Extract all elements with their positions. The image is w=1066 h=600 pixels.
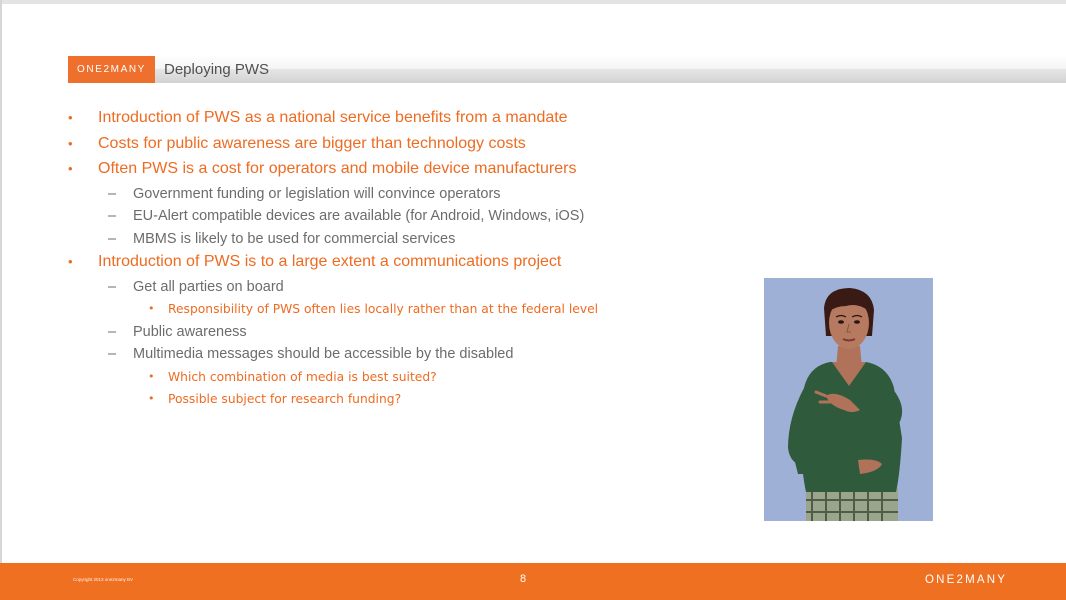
- sub-bullet-item: [68, 344, 758, 367]
- page-number: 8: [520, 573, 527, 585]
- slide-title: Deploying PWS: [164, 61, 270, 78]
- dash-marker: –: [108, 185, 117, 202]
- footer-logo: ONE2MANY: [925, 574, 1008, 586]
- sub-bullet-item: [68, 184, 758, 207]
- dash-marker: –: [108, 208, 117, 224]
- bullet-marker: •: [148, 302, 155, 315]
- copyright-text: Copyright 2013 one2many BV: [73, 577, 134, 582]
- bullet-marker: •: [68, 135, 73, 151]
- bullet-text: Introduction of PWS as a national service benefits from a mandate: [98, 109, 568, 126]
- sub-bullet-text: Government funding or legislation will convince operators: [133, 185, 501, 202]
- sub-bullet-text: MBMS is likely to be used for commercial services: [133, 230, 456, 247]
- avatar-skirt: [806, 488, 898, 521]
- bullet-marker: •: [148, 392, 155, 405]
- sub-bullet-item: [68, 206, 758, 229]
- sub-bullet-text: Get all parties on board: [133, 278, 284, 295]
- sub-sub-bullet-text: Responsibility of PWS often lies locally rather than at the federal level: [168, 302, 599, 316]
- sign-language-avatar-image: [764, 278, 933, 521]
- bullet-marker: •: [68, 161, 73, 176]
- bullet-text: Introduction of PWS is to a large extent a communications project: [98, 253, 562, 270]
- footer-bar: [0, 563, 1066, 600]
- sub-bullet-text: Multimedia messages should be accessible by the disabled: [133, 346, 514, 362]
- sub-sub-bullet-text: Which combination of media is best suited?: [168, 369, 437, 384]
- bullet-item: [68, 158, 758, 184]
- bullet-item: [68, 107, 758, 133]
- dash-marker: –: [108, 323, 117, 340]
- dash-marker: –: [108, 278, 117, 295]
- bullet-text: Costs for public awareness are bigger than technology costs: [98, 134, 526, 152]
- dash-marker: –: [108, 346, 117, 362]
- header-logo: ONE2MANY: [68, 56, 155, 83]
- bullet-marker: •: [148, 369, 155, 383]
- sub-bullet-text: Public awareness: [133, 323, 247, 340]
- sub-bullet-item: [68, 322, 758, 345]
- left-border: [0, 0, 2, 600]
- top-border: [0, 0, 1066, 4]
- sub-bullet-text: EU-Alert compatible devices are available (for Android, Windows, iOS): [133, 208, 585, 224]
- dash-marker: –: [108, 230, 117, 247]
- sub-sub-bullet-item: [68, 389, 758, 412]
- sub-bullet-item: [68, 277, 758, 300]
- bullet-item: [68, 251, 758, 277]
- bullet-item: [68, 133, 758, 159]
- sign-language-avatar-icon: [764, 278, 933, 521]
- sub-bullet-item: [68, 229, 758, 252]
- sub-sub-bullet-text: Possible subject for research funding?: [168, 392, 402, 406]
- bullet-marker: •: [68, 254, 73, 269]
- bullet-marker: •: [68, 110, 73, 125]
- sub-sub-bullet-item: [68, 367, 758, 390]
- bullet-text: Often PWS is a cost for operators and mobile device manufacturers: [98, 160, 577, 177]
- sub-sub-bullet-item: [68, 299, 758, 322]
- bullet-list: [68, 107, 758, 412]
